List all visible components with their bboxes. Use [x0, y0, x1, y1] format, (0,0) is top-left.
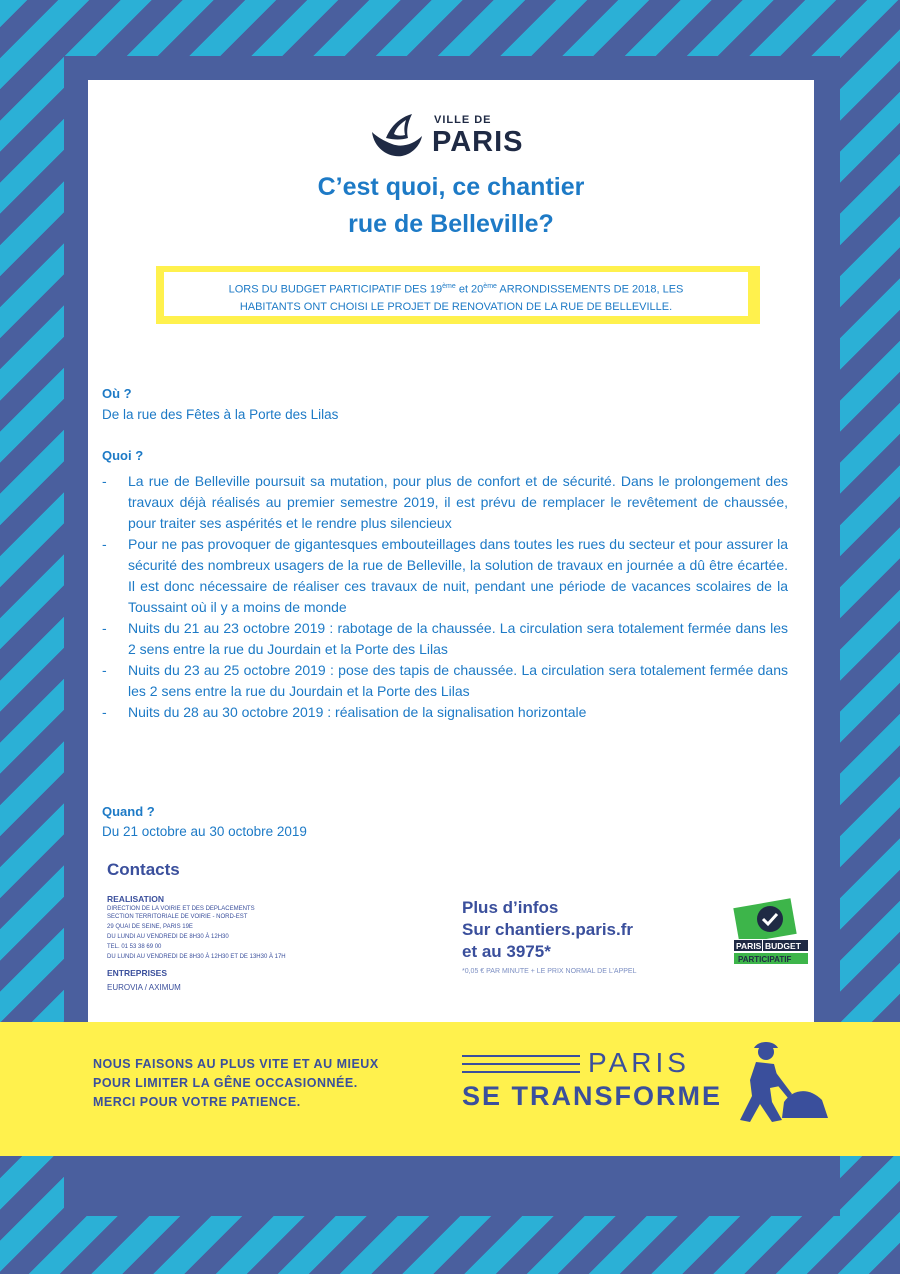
callout-sup-2: ème	[483, 283, 497, 290]
list-item-text: Nuits du 21 au 23 octobre 2019 : rabotage de la chaussée. La circulation sera totalement fermée dans les 2 sens entre la rue du Jourdain et la Porte des Lilas	[128, 620, 788, 657]
logo-small-text: VILLE DE	[434, 114, 492, 126]
list-item	[100, 534, 788, 618]
callout-line-1	[164, 278, 748, 299]
page-title-line-2: rue de Belleville?	[348, 210, 554, 238]
list-item	[100, 660, 788, 702]
realisation-line: DIRECTION DE LA VOIRIE ET DES DEPLACEMENTS	[107, 906, 255, 912]
list-dash: -	[102, 536, 107, 552]
list-dash: -	[102, 620, 107, 636]
callout-text-c: ARRONDISSEMENTS DE 2018, LES	[496, 283, 684, 296]
paris-boat-logo-icon	[368, 108, 426, 164]
budget-logo-paris: PARIS	[736, 941, 762, 951]
brand-paris: PARIS	[588, 1047, 690, 1078]
list-item-text: La rue de Belleville poursuit sa mutation, pour plus de confort et de sécurité. Dans le prolongement des travaux déjà réalisés au premier semestre 2019, il est prévu de remplacer le revêtement de chaussée, pour traiter ses aspérités et le rendre plus silencieux	[128, 473, 788, 531]
quand-heading: Quand ?	[102, 804, 155, 819]
callout-line-2: HABITANTS ONT CHOISI LE PROJET DE RENOVATION DE LA RUE DE BELLEVILLE.	[239, 300, 673, 313]
entreprises-text: EUROVIA / AXIMUM	[107, 983, 181, 992]
budget-participatif-logo	[732, 893, 812, 973]
realisation-line: TEL. 01 53 38 69 00	[107, 944, 162, 950]
infos-line-3: et au 3975*	[462, 942, 551, 961]
list-item	[100, 471, 788, 534]
callout-text-a: LORS DU BUDGET PARTICIPATIF DES 19	[228, 283, 443, 296]
realisation-line: SECTION TERRITORIALE DE VOIRIE - NORD-EST	[107, 914, 248, 920]
list-dash: -	[102, 473, 107, 489]
brand-transforme: SE TRANSFORME	[462, 1081, 723, 1111]
list-item-text: Nuits du 28 au 30 octobre 2019 : réalisation de la signalisation horizontale	[128, 704, 587, 720]
band-line: NOUS FAISONS AU PLUS VITE ET AU MIEUX	[93, 1057, 379, 1071]
list-item	[100, 618, 788, 660]
realisation-label: REALISATION	[107, 894, 164, 904]
list-dash: -	[102, 704, 107, 720]
realisation-line: DU LUNDI AU VENDREDI DE 8H30 À 12H30 ET DE 13H30 À 17H	[107, 954, 286, 960]
budget-logo-participatif: PARTICIPATIF	[738, 955, 792, 964]
list-item-text: Nuits du 23 au 25 octobre 2019 : pose des tapis de chaussée. La circulation sera totalement fermée dans les 2 sens entre la rue du Jourdain et la Porte des Lilas	[128, 662, 788, 699]
quand-text: Du 21 octobre au 30 octobre 2019	[102, 824, 307, 839]
worker-shovel-icon	[726, 1040, 830, 1122]
band-message	[93, 1055, 379, 1112]
budget-participatif-graphic	[732, 893, 812, 973]
quoi-heading: Quoi ?	[102, 448, 144, 463]
band-line: MERCI POUR VOTRE PATIENCE.	[93, 1095, 301, 1109]
logo-big-text: PARIS	[432, 126, 524, 158]
callout-text-b: et 20	[455, 283, 484, 296]
infos-line-2: Sur chantiers.paris.fr	[462, 920, 634, 939]
band-line: POUR LIMITER LA GÊNE OCCASIONNÉE.	[93, 1076, 358, 1090]
callout-sup-1: ème	[442, 283, 456, 290]
ville-de-paris-logo	[368, 108, 548, 164]
ou-text: De la rue des Fêtes à la Porte des Lilas	[102, 407, 339, 422]
contacts-title: Contacts	[107, 860, 180, 879]
realisation-line: 29 QUAI DE SEINE, PARIS 19E	[107, 924, 193, 930]
budget-logo-budget: BUDGET	[765, 941, 801, 951]
list-item	[100, 702, 788, 723]
checkmark-icon	[757, 906, 783, 932]
infos-note: *0,05 € PAR MINUTE + LE PRIX NORMAL DE L’APPEL	[462, 968, 637, 975]
realisation-line: DU LUNDI AU VENDREDI DE 8H30 À 12H30	[107, 934, 229, 940]
brand-lines-icon	[462, 1053, 580, 1075]
entreprises-label: ENTREPRISES	[107, 968, 167, 978]
ou-heading: Où ?	[102, 386, 132, 401]
callout-box	[162, 270, 750, 318]
page-title-line-1: C’est quoi, ce chantier	[317, 173, 585, 201]
list-item-text: Pour ne pas provoquer de gigantesques embouteillages dans toutes les rues du secteur et pour assurer la sécurité des nombreux usagers de la rue de Belleville, la solution de travaux en journée a dû être écartée. Il est donc nécessaire de réaliser ces travaux de nuit, pendant une période de vacances scolaires de la Toussaint où il y a moins de monde	[128, 536, 788, 615]
quoi-list	[100, 471, 788, 723]
list-dash: -	[102, 662, 107, 678]
infos-line-1: Plus d’infos	[462, 898, 559, 917]
